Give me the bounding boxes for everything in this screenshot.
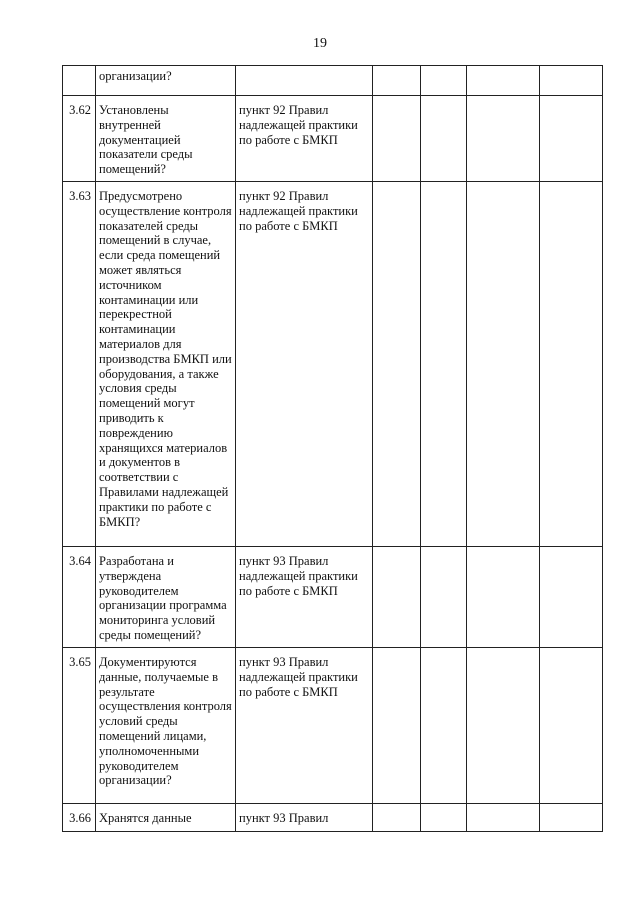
table-row (63, 648, 603, 804)
reference-cell (236, 66, 373, 96)
row-number: 3.63 (63, 182, 96, 547)
answer-yes-cell (373, 804, 421, 832)
note-cell (540, 182, 603, 547)
not-applicable-cell (467, 66, 540, 96)
not-applicable-cell (467, 96, 540, 182)
answer-yes-cell (373, 648, 421, 804)
note-cell (540, 96, 603, 182)
note-cell (540, 648, 603, 804)
row-number: 3.64 (63, 547, 96, 648)
reference-cell: пункт 93 Правил надлежащей практики по работе с БМКП (236, 648, 373, 804)
page-number: 19 (313, 36, 327, 51)
question-cell: Установлены внутренней документацией показатели среды помещений? (96, 96, 236, 182)
table-row (63, 547, 603, 648)
reference-cell: пункт 92 Правил надлежащей практики по работе с БМКП (236, 182, 373, 547)
answer-no-cell (421, 804, 467, 832)
question-cell: организации? (96, 66, 236, 96)
reference-cell: пункт 92 Правил надлежащей практики по работе с БМКП (236, 96, 373, 182)
row-number: 3.62 (63, 96, 96, 182)
table-row (63, 804, 603, 832)
table-row (63, 66, 603, 96)
row-number: 3.65 (63, 648, 96, 804)
table-row (63, 182, 603, 547)
not-applicable-cell (467, 648, 540, 804)
answer-yes-cell (373, 66, 421, 96)
reference-cell: пункт 93 Правил (236, 804, 373, 832)
checklist-table (62, 65, 603, 832)
answer-no-cell (421, 66, 467, 96)
question-cell: Документируются данные, получаемые в результате осуществления контроля условий среды помещений лицами, уполномоченными руководителем организации? (96, 648, 236, 804)
not-applicable-cell (467, 804, 540, 832)
row-number (63, 66, 96, 96)
answer-yes-cell (373, 96, 421, 182)
not-applicable-cell (467, 547, 540, 648)
answer-no-cell (421, 547, 467, 648)
note-cell (540, 66, 603, 96)
answer-no-cell (421, 96, 467, 182)
note-cell (540, 547, 603, 648)
reference-cell: пункт 93 Правил надлежащей практики по работе с БМКП (236, 547, 373, 648)
table-row (63, 96, 603, 182)
note-cell (540, 804, 603, 832)
question-cell: Разработана и утверждена руководителем организации программа мониторинга условий среды помещений? (96, 547, 236, 648)
answer-no-cell (421, 182, 467, 547)
not-applicable-cell (467, 182, 540, 547)
answer-no-cell (421, 648, 467, 804)
question-cell: Предусмотрено осуществление контроля показателей среды помещений в случае, если среда помещений может являться источником контаминации или перекрестной контаминации материалов для производства БМКП или оборудования, а также условия среды помещений могут приводить к повреждению хранящихся материалов и документов в соответствии с Правилами надлежащей практики по работе с БМКП? (96, 182, 236, 547)
answer-yes-cell (373, 547, 421, 648)
question-cell: Хранятся данные (96, 804, 236, 832)
row-number: 3.66 (63, 804, 96, 832)
answer-yes-cell (373, 182, 421, 547)
